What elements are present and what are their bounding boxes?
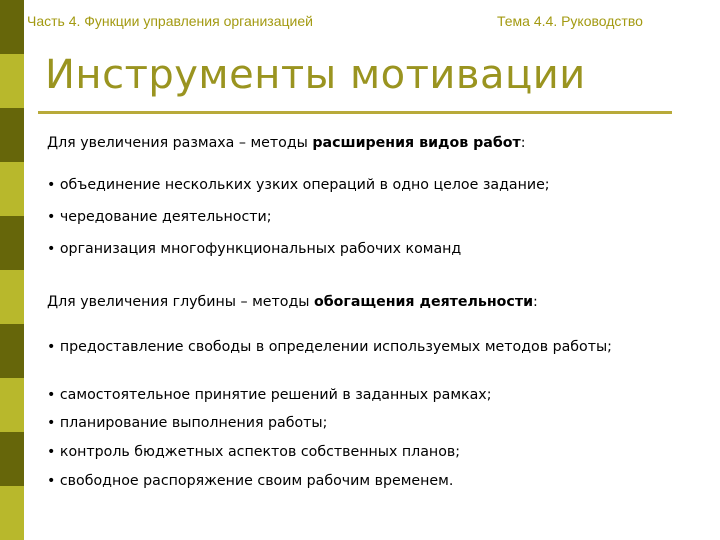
side-bar-segment [0, 54, 24, 108]
side-bar-segment [0, 108, 24, 162]
depth-item: • планирование выполнения работы; [47, 415, 328, 431]
side-bar-segment [0, 216, 24, 270]
header-topic: Тема 4.4. Руководство [497, 13, 643, 29]
side-bar-segment [0, 162, 24, 216]
header-section: Часть 4. Функции управления организацией [27, 13, 313, 29]
breadth-intro-end: : [520, 135, 526, 151]
side-bar-segment [0, 0, 24, 54]
depth-intro-bold: обогащения деятельности [314, 294, 534, 310]
depth-item: • предоставление свободы в определении используемых методов работы; [47, 339, 612, 355]
depth-intro-text: Для увеличения глубины – методы [47, 294, 314, 310]
side-bar-segment [0, 324, 24, 378]
side-bar-segment [0, 432, 24, 486]
side-bar-segment [0, 378, 24, 432]
breadth-intro-text: Для увеличения размаха – методы [47, 135, 313, 151]
breadth-item: • объединение нескольких узких операций в одно целое задание; [47, 177, 550, 193]
breadth-intro [47, 134, 697, 153]
side-bar-segment [0, 486, 24, 540]
breadth-item: • организация многофункциональных рабочих команд [47, 241, 462, 257]
side-bar-segment [0, 270, 24, 324]
breadth-item: • чередование деятельности; [47, 209, 272, 225]
decorative-side-bar [0, 0, 24, 540]
breadth-intro-bold: расширения видов работ [312, 135, 521, 151]
depth-item: • свободное распоряжение своим рабочим временем. [47, 473, 454, 489]
depth-intro [47, 293, 697, 312]
slide-title: Инструменты мотивации [45, 52, 586, 98]
depth-intro-end: : [533, 294, 538, 310]
depth-item: • самостоятельное принятие решений в заданных рамках; [47, 387, 492, 403]
depth-item: • контроль бюджетных аспектов собственных планов; [47, 444, 461, 460]
title-underline [38, 111, 672, 114]
